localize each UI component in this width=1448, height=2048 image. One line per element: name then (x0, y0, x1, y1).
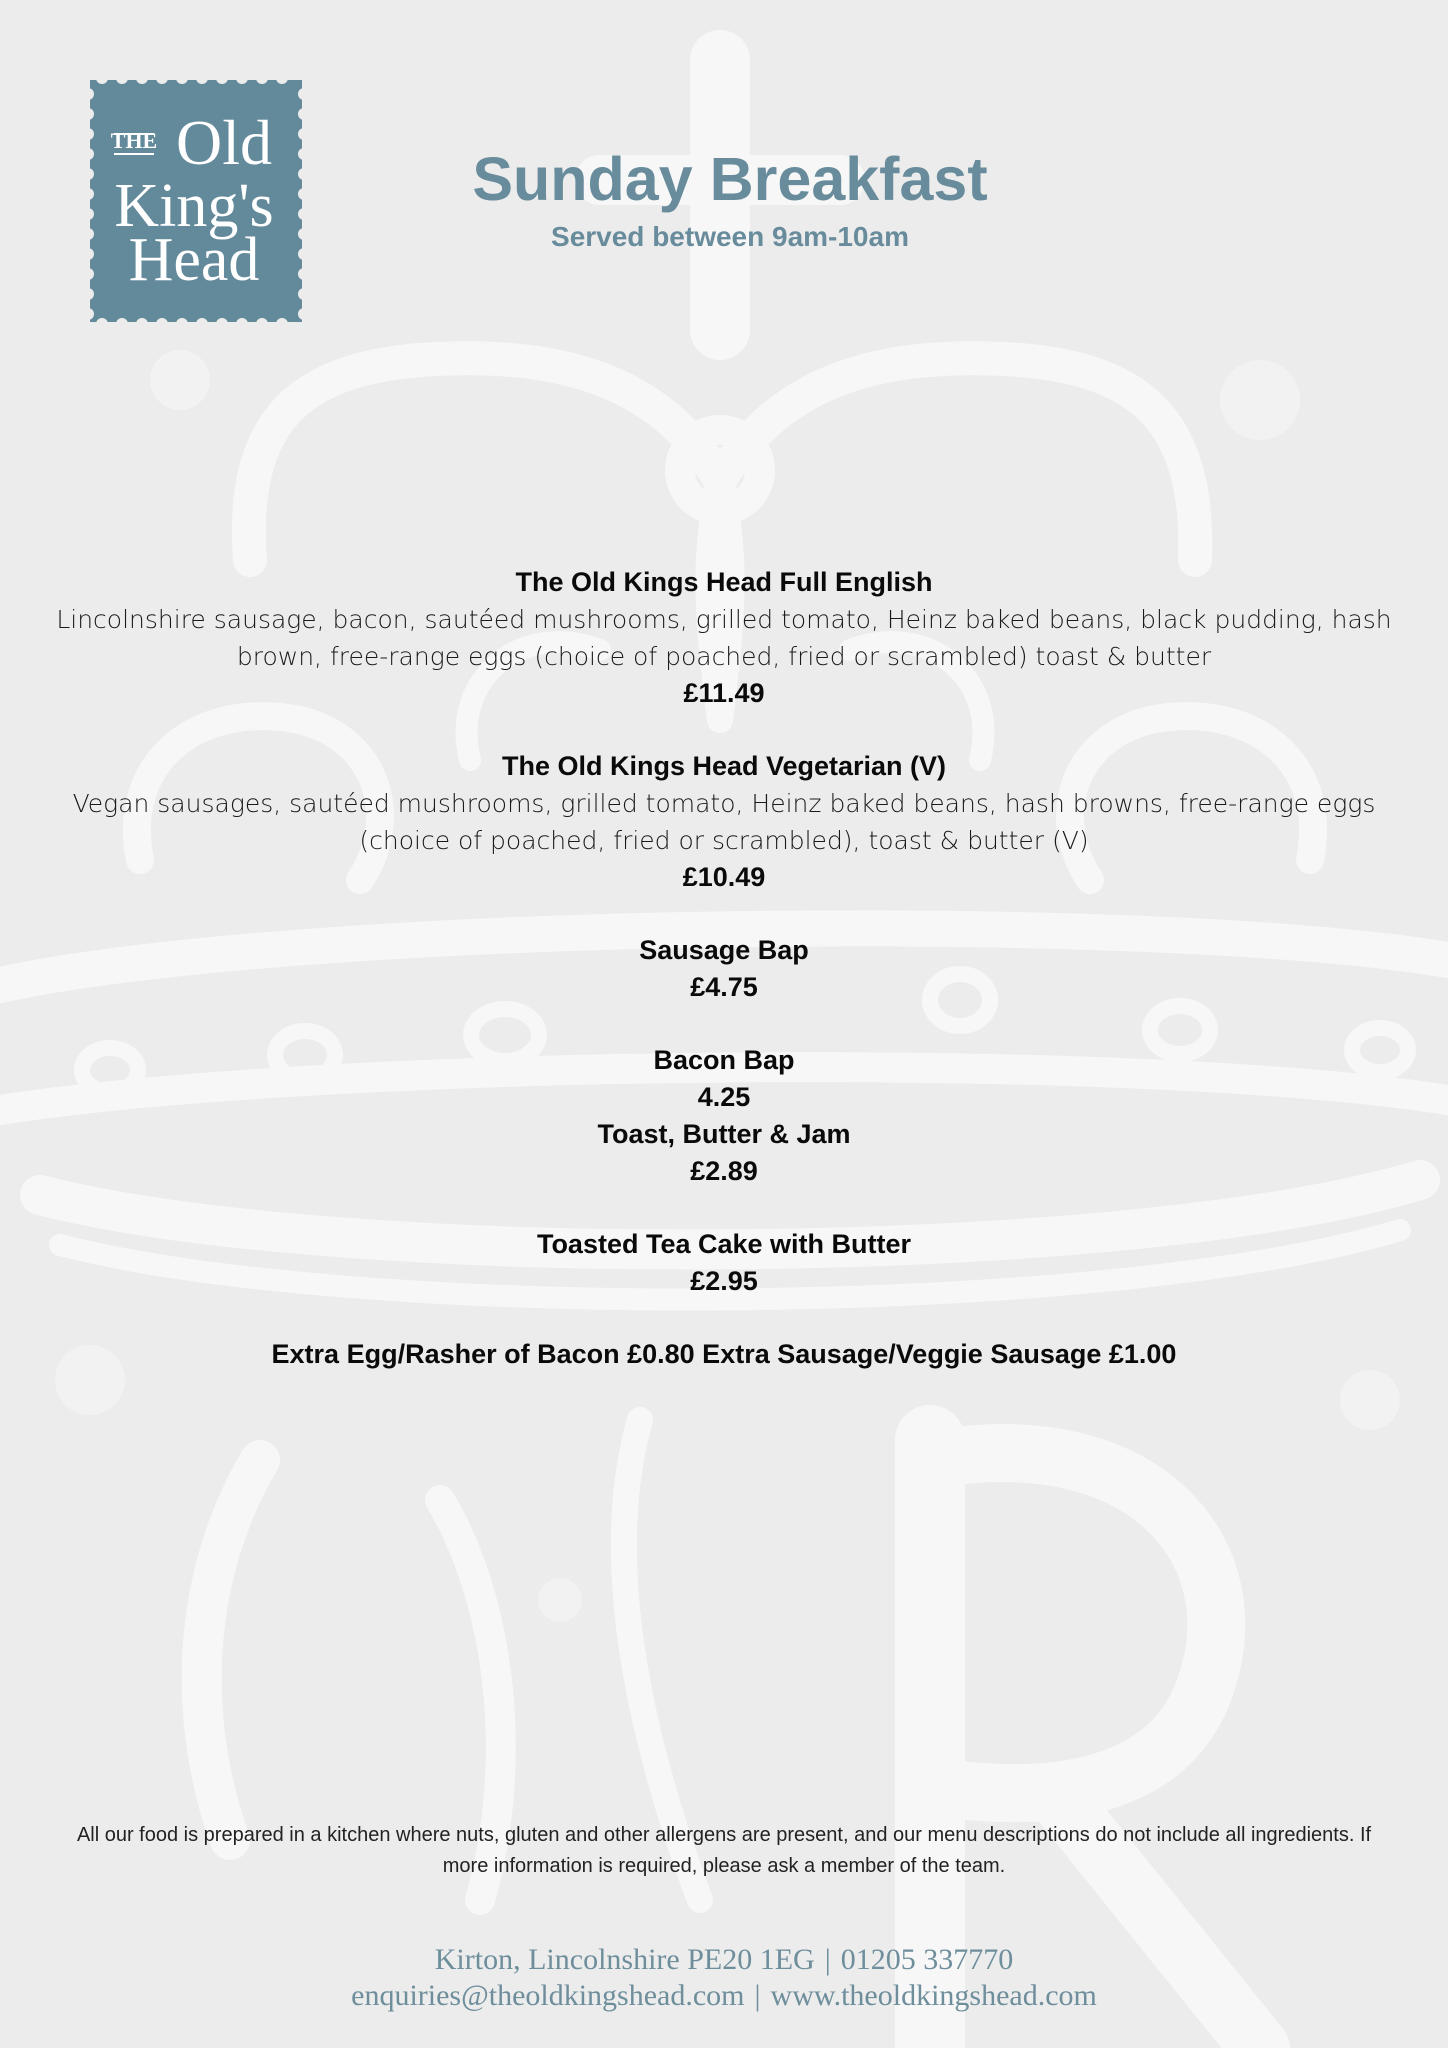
footer-phone[interactable]: 01205 337770 (840, 1943, 1014, 1976)
footer-line-web (0, 1978, 1448, 2014)
svg-text:THE: THE (110, 128, 158, 153)
footer-separator: | (824, 1943, 831, 1976)
item-name: Toast, Butter & Jam (597, 1119, 851, 1149)
item-price: £4.75 (690, 972, 758, 1002)
svg-text:Head: Head (128, 226, 260, 294)
item-name: The Old Kings Head Full English (515, 567, 933, 597)
page-subtitle: Served between 9am-10am (551, 221, 909, 252)
allergen-notice: All our food is prepared in a kitchen where nuts, gluten and other allergens are present, and our menu descriptions do not include all ingredients. If more information is required, please ask a member of the team. (76, 1824, 1372, 1877)
svg-text:King's: King's (114, 172, 274, 240)
menu-item-sausage-bap (20, 932, 1428, 1006)
extras-line: Extra Egg/Rasher of Bacon £0.80 Extra Sausage/Veggie Sausage £1.00 (271, 1339, 1177, 1369)
menu-list (20, 564, 1428, 1373)
item-name: Bacon Bap (653, 1045, 795, 1075)
old-kings-head-logo (88, 78, 304, 324)
page-title: Sunday Breakfast (472, 145, 988, 213)
item-description: Lincolnshire sausage, bacon, sautéed mushrooms, grilled tomato, Heinz baked beans, black pudding, hash brown, free-range eggs (choice of poached, fried or scrambled) toast & butter (56, 605, 1392, 671)
footer-separator: | (754, 1979, 761, 2012)
item-price: £11.49 (683, 678, 765, 708)
item-price: £2.95 (690, 1266, 758, 1296)
item-price: £2.89 (690, 1156, 758, 1186)
svg-text:Old: Old (176, 107, 272, 178)
item-description: Vegan sausages, sautéed mushrooms, grilled tomato, Heinz baked beans, hash browns, free-range eggs (choice of poached, fried or scrambled), toast & butter (V) (72, 789, 1376, 855)
item-name: Sausage Bap (639, 935, 809, 965)
logo-stamp-icon (88, 78, 304, 324)
menu-item-bacon-bap (20, 1042, 1428, 1116)
menu-item-vegetarian (20, 748, 1428, 896)
item-name: Toasted Tea Cake with Butter (536, 1229, 912, 1259)
item-price: £10.49 (682, 862, 766, 892)
item-price: 4.25 (697, 1082, 751, 1112)
item-name: The Old Kings Head Vegetarian (V) (501, 751, 947, 781)
footer-address: Kirton, Lincolnshire PE20 1EG (434, 1943, 815, 1976)
menu-item-full-english (20, 564, 1428, 712)
title-block (330, 140, 1130, 256)
menu-item-toast (20, 1116, 1428, 1190)
menu-item-tea-cake (20, 1226, 1428, 1300)
footer-website[interactable]: www.theoldkingshead.com (770, 1979, 1097, 2012)
footer-line-address (0, 1942, 1448, 1978)
footer-email[interactable]: enquiries@theoldkingshead.com (351, 1979, 745, 2012)
footer-contact (0, 1942, 1448, 2014)
